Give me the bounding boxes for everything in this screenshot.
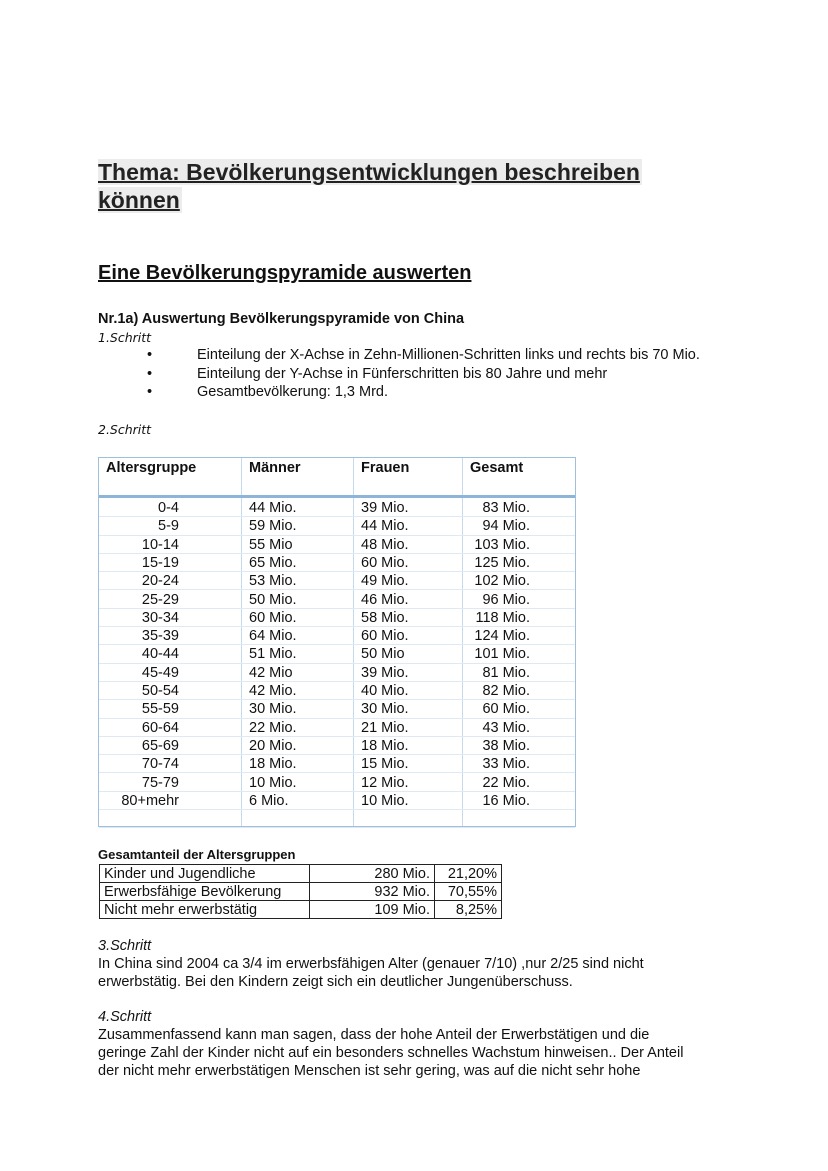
cell-age-group: 30-34 (141, 609, 179, 626)
cell-men: 42 Mio. (249, 683, 297, 699)
cell-women: 39 Mio. (361, 500, 409, 516)
cell-age-group: 80+mehr (121, 792, 179, 809)
cell-total: 81 Mio. (482, 664, 530, 681)
cell-women: 44 Mio. (361, 518, 409, 535)
cell-age-group: 5-9 (158, 518, 179, 535)
page-title (98, 158, 642, 214)
cell-men: 60 Mio. (249, 609, 297, 626)
cell-age-group: 20-24 (141, 573, 179, 590)
cell-women: 15 Mio. (361, 756, 409, 773)
table-row (100, 883, 502, 901)
cell-total: 83 Mio. (482, 500, 530, 516)
table-row (99, 737, 575, 755)
cell-total: 124 Mio. (474, 628, 530, 645)
title-line-1: Thema: Bevölkerungsentwicklungen beschreiben (98, 159, 640, 185)
cell-total: 43 Mio. (482, 719, 530, 736)
table-row (99, 572, 575, 590)
step4-line: Zusammenfassend kann man sagen, dass der hohe Anteil der Erwerbstätigen und die (98, 1027, 650, 1043)
cell-women: 49 Mio. (361, 573, 409, 590)
cell-total: 96 Mio. (482, 591, 530, 608)
cell-age-group: 40-44 (141, 646, 179, 663)
bullet-text: Einteilung der Y-Achse in Fünferschritten bis 80 Jahre und mehr (197, 366, 608, 382)
cell-age-group: 70-74 (141, 756, 179, 773)
summary-count: 109 Mio. (310, 901, 435, 919)
summary-label: Erwerbsfähige Bevölkerung (100, 883, 310, 901)
cell-women: 40 Mio. (361, 683, 409, 699)
cell-women: 12 Mio. (361, 774, 409, 791)
summary-count: 932 Mio. (310, 883, 435, 901)
cell-women: 50 Mio (361, 646, 405, 663)
cell-total: 60 Mio. (482, 701, 530, 718)
cell-age-group: 10-14 (141, 536, 179, 553)
cell-men: 18 Mio. (249, 756, 297, 773)
step4-label: 4.Schritt (98, 1009, 152, 1025)
cell-age-group: 0-4 (158, 500, 179, 516)
bullet-icon: • (147, 347, 153, 363)
summary-label: Nicht mehr erwerbstätig (100, 901, 310, 919)
bullet-icon: • (147, 384, 153, 400)
table-row (99, 609, 575, 627)
cell-men: 59 Mio. (249, 518, 297, 535)
cell-men: 53 Mio. (249, 573, 297, 590)
cell-women: 39 Mio. (361, 664, 409, 681)
table-row (99, 591, 575, 609)
cell-men: 30 Mio. (249, 701, 297, 718)
cell-age-group: 75-79 (141, 774, 179, 791)
table-row (99, 627, 575, 645)
bullet-text: Einteilung der X-Achse in Zehn-Millionen-Schritten links und rechts bis 70 Mio. (197, 347, 700, 363)
cell-men: 22 Mio. (249, 719, 297, 736)
cell-women: 30 Mio. (361, 701, 409, 718)
summary-count: 280 Mio. (310, 865, 435, 883)
cell-women: 60 Mio. (361, 554, 409, 571)
table-row-empty (99, 810, 575, 828)
step4-line: der nicht mehr erwerbstätigen Menschen ist sehr gering, was auf die nicht sehr hohe (98, 1063, 641, 1079)
step3-label: 3.Schritt (98, 938, 152, 954)
cell-total: 22 Mio. (482, 774, 530, 791)
step1-label: 1.Schritt (98, 330, 152, 345)
bullet-icon: • (147, 366, 153, 382)
cell-age-group: 55-59 (141, 701, 179, 718)
cell-total: 102 Mio. (474, 573, 530, 590)
cell-total: 101 Mio. (474, 646, 530, 663)
table-row (99, 499, 575, 517)
cell-total: 118 Mio. (475, 609, 530, 626)
cell-age-group: 35-39 (141, 628, 179, 645)
cell-total: 33 Mio. (482, 756, 530, 773)
cell-women: 18 Mio. (361, 737, 409, 754)
table-row (99, 700, 575, 718)
cell-age-group: 50-54 (141, 683, 179, 699)
cell-total: 16 Mio. (482, 792, 530, 809)
table-row (99, 664, 575, 682)
population-table (98, 457, 576, 827)
table-row (100, 901, 502, 919)
table-row (99, 645, 575, 663)
table-row (99, 554, 575, 572)
cell-age-group: 65-69 (141, 737, 179, 754)
cell-women: 48 Mio. (361, 536, 409, 553)
cell-age-group: 15-19 (141, 554, 179, 571)
summary-percent: 8,25% (435, 901, 502, 919)
cell-total: 103 Mio. (474, 536, 530, 553)
table-row (99, 774, 575, 792)
table-row (99, 719, 575, 737)
table-row (99, 517, 575, 535)
table-row (99, 755, 575, 773)
step4-line: geringe Zahl der Kinder nicht auf ein besonders schnelles Wachstum hinweisen.. Der Anteil (98, 1045, 684, 1061)
cell-women: 58 Mio. (361, 609, 409, 626)
cell-age-group: 60-64 (141, 719, 179, 736)
table-row (100, 865, 502, 883)
cell-men: 6 Mio. (249, 792, 289, 809)
cell-total: 38 Mio. (482, 737, 530, 754)
header-women: Frauen (361, 460, 410, 476)
cell-men: 51 Mio. (249, 646, 297, 663)
cell-men: 20 Mio. (249, 737, 297, 754)
header-total: Gesamt (470, 460, 524, 476)
cell-total: 125 Mio. (474, 554, 530, 571)
table-row (99, 682, 575, 700)
bullet-text: Gesamtbevölkerung: 1,3 Mrd. (197, 384, 389, 400)
summary-percent: 21,20% (435, 865, 502, 883)
summary-label: Kinder und Jugendliche (100, 865, 310, 883)
section-heading: Eine Bevölkerungspyramide auswerten (98, 262, 472, 284)
cell-total: 94 Mio. (482, 518, 530, 535)
cell-men: 55 Mio (249, 536, 293, 553)
step3-line: erwerbstätig. Bei den Kindern zeigt sich ein deutlicher Jungenüberschuss. (98, 974, 573, 990)
summary-caption: Gesamtanteil der Altersgruppen (98, 847, 296, 862)
header-men: Männer (249, 460, 301, 476)
title-line-2: können (98, 187, 180, 213)
header-age: Altersgruppe (106, 460, 197, 476)
cell-women: 10 Mio. (361, 792, 409, 809)
cell-men: 65 Mio. (249, 554, 297, 571)
table-row (99, 792, 575, 810)
step2-label: 2.Schritt (98, 422, 152, 437)
cell-women: 46 Mio. (361, 591, 409, 608)
summary-percent: 70,55% (435, 883, 502, 901)
cell-men: 44 Mio. (249, 500, 297, 516)
cell-men: 10 Mio. (249, 774, 297, 791)
cell-age-group: 45-49 (141, 664, 179, 681)
step3-line: In China sind 2004 ca 3/4 im erwerbsfähigen Alter (genauer 7/10) ,nur 2/25 sind nicht (98, 956, 644, 972)
cell-men: 50 Mio. (249, 591, 297, 608)
cell-women: 21 Mio. (361, 719, 409, 736)
cell-men: 42 Mio (249, 664, 293, 681)
table-row (99, 536, 575, 554)
cell-men: 64 Mio. (249, 628, 297, 645)
cell-age-group: 25-29 (141, 591, 179, 608)
task-heading: Nr.1a) Auswertung Bevölkerungspyramide von China (98, 311, 465, 327)
cell-total: 82 Mio. (482, 683, 530, 699)
summary-table (99, 864, 502, 919)
cell-women: 60 Mio. (361, 628, 409, 645)
